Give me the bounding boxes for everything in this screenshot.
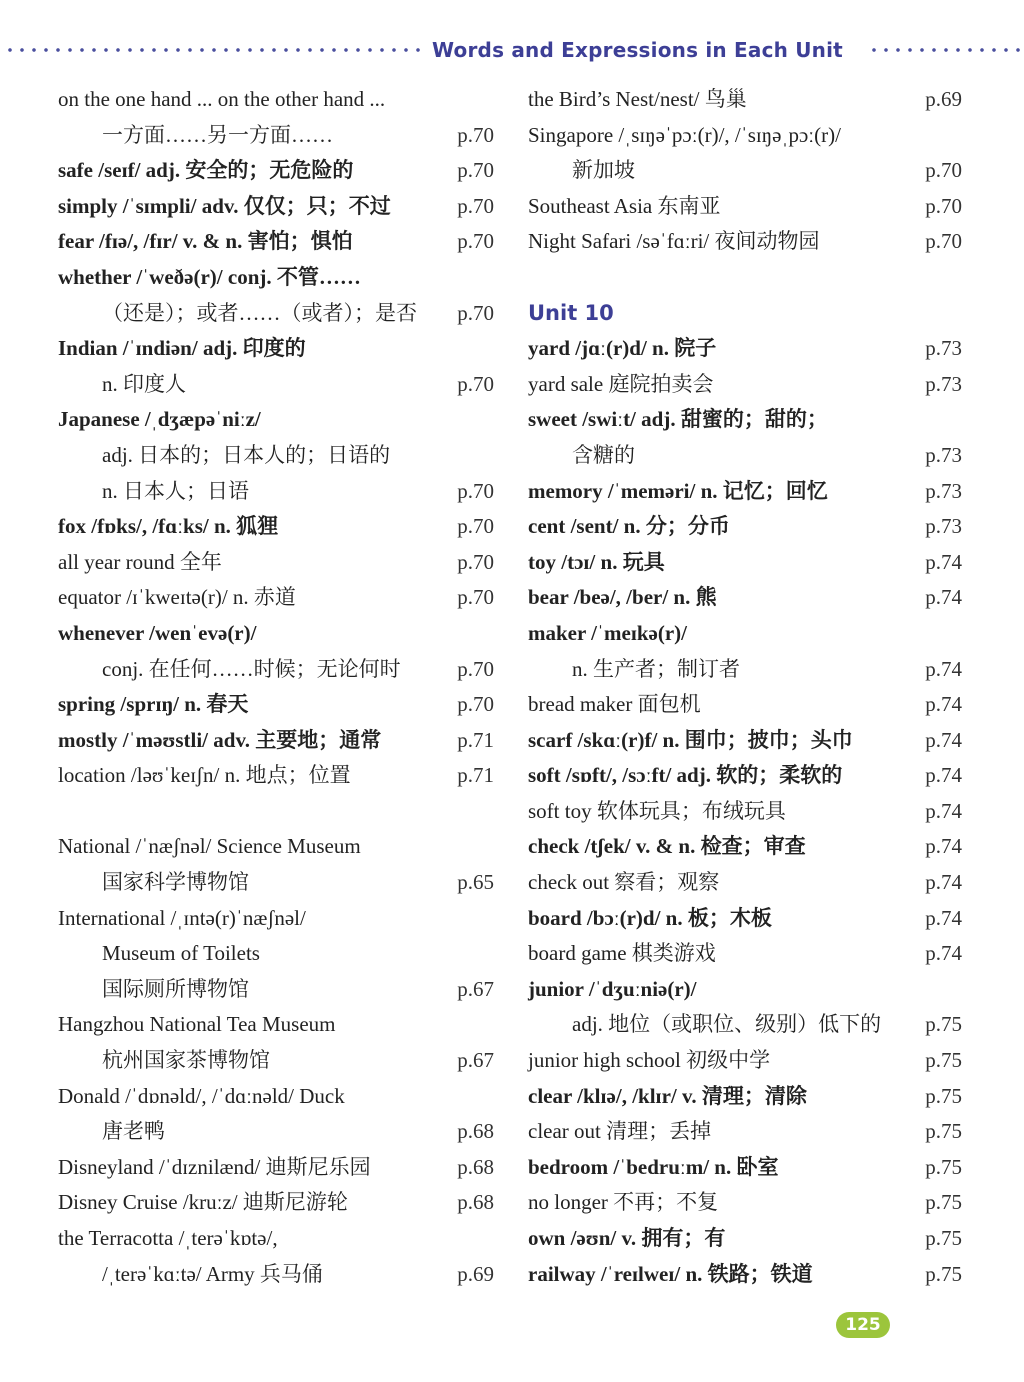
- entry-page-ref: p.68: [457, 1119, 494, 1144]
- entry-page-ref: p.74: [925, 798, 962, 823]
- vocab-entry: [58, 153, 494, 189]
- entry-text: board game 棋类游戏: [528, 941, 716, 966]
- entry-text: the Terracotta /ˌterəˈkɒtə/,: [58, 1226, 278, 1250]
- entry-text: n. 印度人: [102, 371, 186, 396]
- vocab-entry: [528, 865, 962, 901]
- entry-text: International /ˌɪntə(r)ˈnæʃnəl/: [58, 905, 306, 930]
- vocab-entry: [528, 509, 962, 545]
- entry-text: 一方面……另一方面……: [102, 122, 333, 147]
- entry-page-ref: p.71: [457, 727, 494, 752]
- vocab-entry: [58, 1079, 494, 1115]
- vocab-entry: [58, 545, 494, 581]
- vocab-entry: [58, 1043, 494, 1079]
- vocab-entry: [58, 1114, 494, 1150]
- vocab-entry: [58, 260, 494, 296]
- entry-text: clear out 清理；丢掉: [528, 1119, 712, 1144]
- vocab-entry: [528, 118, 962, 154]
- vocab-entry: [58, 331, 494, 367]
- vocab-entry: [58, 402, 494, 438]
- entry-text: bread maker 面包机: [528, 692, 701, 717]
- entry-text: railway /ˈreɪlweɪ/ n. 铁路；铁道: [528, 1261, 813, 1286]
- vocab-entry: [528, 723, 962, 759]
- entry-text: Japanese /ˌdʒæpəˈniːz/: [58, 407, 261, 432]
- entry-page-ref: p.74: [925, 692, 962, 717]
- vocab-entry: [58, 1221, 494, 1257]
- vocab-entry: [528, 829, 962, 865]
- entry-text: soft toy 软体玩具；布绒玩具: [528, 798, 786, 823]
- entry-text: no longer 不再；不复: [528, 1190, 719, 1215]
- entry-page-ref: p.75: [925, 1012, 962, 1037]
- vocab-entry: [58, 1007, 494, 1043]
- vocab-entry: [58, 580, 494, 616]
- dotted-rule-right: [868, 47, 1020, 53]
- vocab-entry: [58, 1185, 494, 1221]
- entry-page-ref: p.74: [925, 870, 962, 895]
- header-title: Words and Expressions in Each Unit: [432, 38, 843, 62]
- vocab-entry: [58, 936, 494, 972]
- vocab-entry: [528, 936, 962, 972]
- entry-text: n. 生产者；制订者: [572, 656, 740, 681]
- entry-text: equator /ɪˈkweɪtə(r)/ n. 赤道: [58, 585, 296, 610]
- entry-page-ref: p.74: [925, 941, 962, 966]
- entry-page-ref: p.73: [925, 442, 962, 467]
- entry-page-ref: p.75: [925, 1048, 962, 1073]
- vocab-entry: [58, 723, 494, 759]
- entry-text: location /ləʊˈkeɪʃn/ n. 地点；位置: [58, 763, 351, 788]
- vocab-entry: [528, 545, 962, 581]
- entry-page-ref: p.74: [925, 585, 962, 610]
- vocab-entry: [58, 1257, 494, 1293]
- entry-text: junior /ˈdʒuːniə(r)/: [528, 976, 697, 1001]
- vocab-entry: [58, 616, 494, 652]
- right-column: [528, 82, 962, 1292]
- entry-page-ref: p.70: [457, 229, 494, 254]
- dotted-rule-left: [4, 47, 428, 53]
- entry-text: memory /ˈmeməri/ n. 记忆；回忆: [528, 478, 828, 503]
- entry-text: toy /tɔɪ/ n. 玩具: [528, 549, 665, 574]
- entry-page-ref: p.69: [457, 1261, 494, 1286]
- entry-text: /ˌterəˈkɑːtə/ Army 兵马俑: [102, 1261, 323, 1286]
- entry-text: scarf /skɑː(r)f/ n. 围巾；披巾；头巾: [528, 727, 853, 752]
- entry-text: Museum of Toilets: [102, 941, 260, 966]
- entry-text: Hangzhou National Tea Museum: [58, 1012, 336, 1037]
- entry-text: on the one hand ... on the other hand ...: [58, 87, 386, 111]
- entry-page-ref: p.67: [457, 1048, 494, 1073]
- vocab-entry: [528, 153, 962, 189]
- entry-text: （还是）；或者……（或者）；是否: [102, 300, 417, 325]
- vocab-entry: [528, 438, 962, 474]
- vocab-entry: [528, 794, 962, 830]
- vocab-entry: [528, 580, 962, 616]
- spacer: [58, 794, 494, 830]
- entry-text: all year round 全年: [58, 549, 222, 574]
- entry-page-ref: p.74: [925, 656, 962, 681]
- vocab-entry: [528, 758, 962, 794]
- vocab-entry: [58, 82, 494, 118]
- vocab-entry: [58, 474, 494, 510]
- entry-page-ref: p.70: [457, 158, 494, 183]
- entry-text: Night Safari /səˈfɑːri/ 夜间动物园: [528, 229, 820, 254]
- entry-text: fox /fɒks/, /fɑːks/ n. 狐狸: [58, 514, 279, 539]
- entry-page-ref: p.70: [457, 371, 494, 396]
- vocab-entry: [58, 296, 494, 332]
- entry-page-ref: p.70: [457, 585, 494, 610]
- entry-text: whether /ˈweðə(r)/ conj. 不管……: [58, 264, 361, 289]
- entry-text: cent /sent/ n. 分；分币: [528, 514, 730, 539]
- vocab-entry: [58, 367, 494, 403]
- vocab-entry: [528, 1043, 962, 1079]
- vocab-entry: [58, 687, 494, 723]
- vocab-entry: [58, 865, 494, 901]
- entry-page-ref: p.74: [925, 905, 962, 930]
- entry-text: bedroom /ˈbedruːm/ n. 卧室: [528, 1154, 779, 1179]
- entry-page-ref: p.70: [457, 122, 494, 147]
- vocab-entry: [528, 474, 962, 510]
- left-column: [58, 82, 494, 1292]
- entry-text: 唐老鸭: [102, 1119, 165, 1144]
- entry-text: board /bɔː(r)d/ n. 板；木板: [528, 905, 772, 930]
- entry-page-ref: p.70: [925, 229, 962, 254]
- vocab-entry: [528, 1114, 962, 1150]
- entry-text: whenever /wenˈevə(r)/: [58, 620, 257, 645]
- entry-text: 含糖的: [572, 442, 635, 467]
- entry-text: Indian /ˈɪndiən/ adj. 印度的: [58, 336, 306, 361]
- vocab-entry: [58, 509, 494, 545]
- entry-page-ref: p.73: [925, 478, 962, 503]
- vocab-entry: [528, 1221, 962, 1257]
- entry-text: check out 察看；观察: [528, 870, 720, 895]
- entry-page-ref: p.73: [925, 336, 962, 361]
- entry-text: Disney Cruise /kruːz/ 迪斯尼游轮: [58, 1190, 348, 1215]
- entry-text: yard /jɑː(r)d/ n. 院子: [528, 336, 717, 361]
- entry-page-ref: p.70: [457, 549, 494, 574]
- vocab-entry: [58, 901, 494, 937]
- entry-page-ref: p.70: [457, 478, 494, 503]
- vocab-entry: [528, 687, 962, 723]
- vocab-entry: [58, 118, 494, 154]
- vocab-entry: [528, 972, 962, 1008]
- entry-page-ref: p.71: [457, 763, 494, 788]
- vocab-entry: [528, 189, 962, 225]
- entry-page-ref: p.68: [457, 1190, 494, 1215]
- entry-page-ref: p.73: [925, 371, 962, 396]
- entry-text: clear /klɪə/, /klɪr/ v. 清理；清除: [528, 1083, 807, 1108]
- vocab-entry: [528, 1007, 962, 1043]
- entry-page-ref: p.70: [457, 656, 494, 681]
- vocab-entry: [58, 972, 494, 1008]
- entry-text: safe /seɪf/ adj. 安全的；无危险的: [58, 158, 354, 183]
- entry-page-ref: p.67: [457, 976, 494, 1001]
- entry-text: adj. 地位（或职位、级别）低下的: [572, 1012, 882, 1037]
- vocab-entry: [528, 901, 962, 937]
- vocab-entry: [58, 189, 494, 225]
- entry-text: 国际厕所博物馆: [102, 976, 249, 1001]
- vocab-entry: [58, 829, 494, 865]
- entry-text: 新加坡: [572, 158, 635, 183]
- spacer: [528, 260, 962, 296]
- unit-title: Unit 10: [528, 300, 614, 325]
- entry-text: junior high school 初级中学: [528, 1048, 771, 1073]
- entry-page-ref: p.74: [925, 549, 962, 574]
- vocab-entry: [528, 652, 962, 688]
- entry-page-ref: p.73: [925, 514, 962, 539]
- entry-page-ref: p.70: [925, 158, 962, 183]
- vocab-entry: [528, 224, 962, 260]
- entry-text: own /əʊn/ v. 拥有；有: [528, 1226, 726, 1250]
- entry-text: Disneyland /ˈdɪznilænd/ 迪斯尼乐园: [58, 1154, 371, 1179]
- entry-page-ref: p.75: [925, 1083, 962, 1108]
- vocab-entry: [528, 82, 962, 118]
- entry-text: soft /sɒft/, /sɔːft/ adj. 软的；柔软的: [528, 763, 843, 788]
- vocab-entry: [58, 758, 494, 794]
- entry-text: adj. 日本的；日本人的；日语的: [102, 442, 391, 467]
- entry-text: Singapore /ˌsɪŋəˈpɔː(r)/, /ˈsɪŋəˌpɔː(r)/: [528, 122, 841, 147]
- entry-page-ref: p.74: [925, 763, 962, 788]
- entry-page-ref: p.75: [925, 1190, 962, 1215]
- unit-heading: [528, 296, 962, 332]
- entry-text: spring /sprɪŋ/ n. 春天: [58, 692, 249, 717]
- entry-text: 国家科学博物馆: [102, 870, 249, 895]
- entry-text: simply /ˈsɪmpli/ adv. 仅仅；只；不过: [58, 193, 391, 218]
- vocab-entry: [58, 1150, 494, 1186]
- entry-page-ref: p.70: [457, 514, 494, 539]
- entry-text: 杭州国家茶博物馆: [102, 1048, 270, 1073]
- vocab-entry: [58, 224, 494, 260]
- vocab-entry: [528, 402, 962, 438]
- vocab-entry: [58, 652, 494, 688]
- entry-page-ref: p.74: [925, 834, 962, 859]
- vocab-entry: [528, 331, 962, 367]
- entry-text: yard sale 庭院拍卖会: [528, 371, 714, 396]
- entry-page-ref: p.75: [925, 1154, 962, 1179]
- entry-text: check /tʃek/ v. & n. 检查；审查: [528, 834, 806, 859]
- entry-text: conj. 在任何……时候；无论何时: [102, 656, 401, 681]
- entry-page-ref: p.75: [925, 1261, 962, 1286]
- entry-page-ref: p.68: [457, 1154, 494, 1179]
- entry-page-ref: p.70: [457, 193, 494, 218]
- entry-text: the Bird’s Nest/nest/ 鸟巢: [528, 87, 747, 111]
- entry-page-ref: p.70: [457, 300, 494, 325]
- entry-text: sweet /swiːt/ adj. 甜蜜的；甜的；: [528, 407, 828, 432]
- entry-page-ref: p.69: [925, 87, 962, 111]
- entry-page-ref: p.65: [457, 870, 494, 895]
- entry-page-ref: p.75: [925, 1119, 962, 1144]
- vocab-entry: [528, 1150, 962, 1186]
- entry-text: National /ˈnæʃnəl/ Science Museum: [58, 834, 361, 859]
- page-number: 125: [836, 1312, 890, 1338]
- vocab-entry: [528, 1257, 962, 1293]
- vocab-entry: [528, 1079, 962, 1115]
- entry-text: fear /fɪə/, /fɪr/ v. & n. 害怕；惧怕: [58, 229, 353, 254]
- entry-text: Southeast Asia 东南亚: [528, 193, 721, 218]
- page-header: [0, 34, 1024, 66]
- vocab-entry: [528, 616, 962, 652]
- entry-page-ref: p.75: [925, 1226, 962, 1250]
- entry-page-ref: p.70: [457, 692, 494, 717]
- entry-text: maker /ˈmeɪkə(r)/: [528, 620, 688, 645]
- entry-text: n. 日本人；日语: [102, 478, 249, 503]
- vocab-entry: [58, 438, 494, 474]
- entry-text: mostly /ˈməʊstli/ adv. 主要地；通常: [58, 727, 382, 752]
- entry-text: bear /beə/, /ber/ n. 熊: [528, 585, 717, 610]
- entry-page-ref: p.74: [925, 727, 962, 752]
- vocab-entry: [528, 1185, 962, 1221]
- vocab-entry: [528, 367, 962, 403]
- entry-page-ref: p.70: [925, 193, 962, 218]
- entry-text: Donald /ˈdɒnəld/, /ˈdɑːnəld/ Duck: [58, 1083, 345, 1108]
